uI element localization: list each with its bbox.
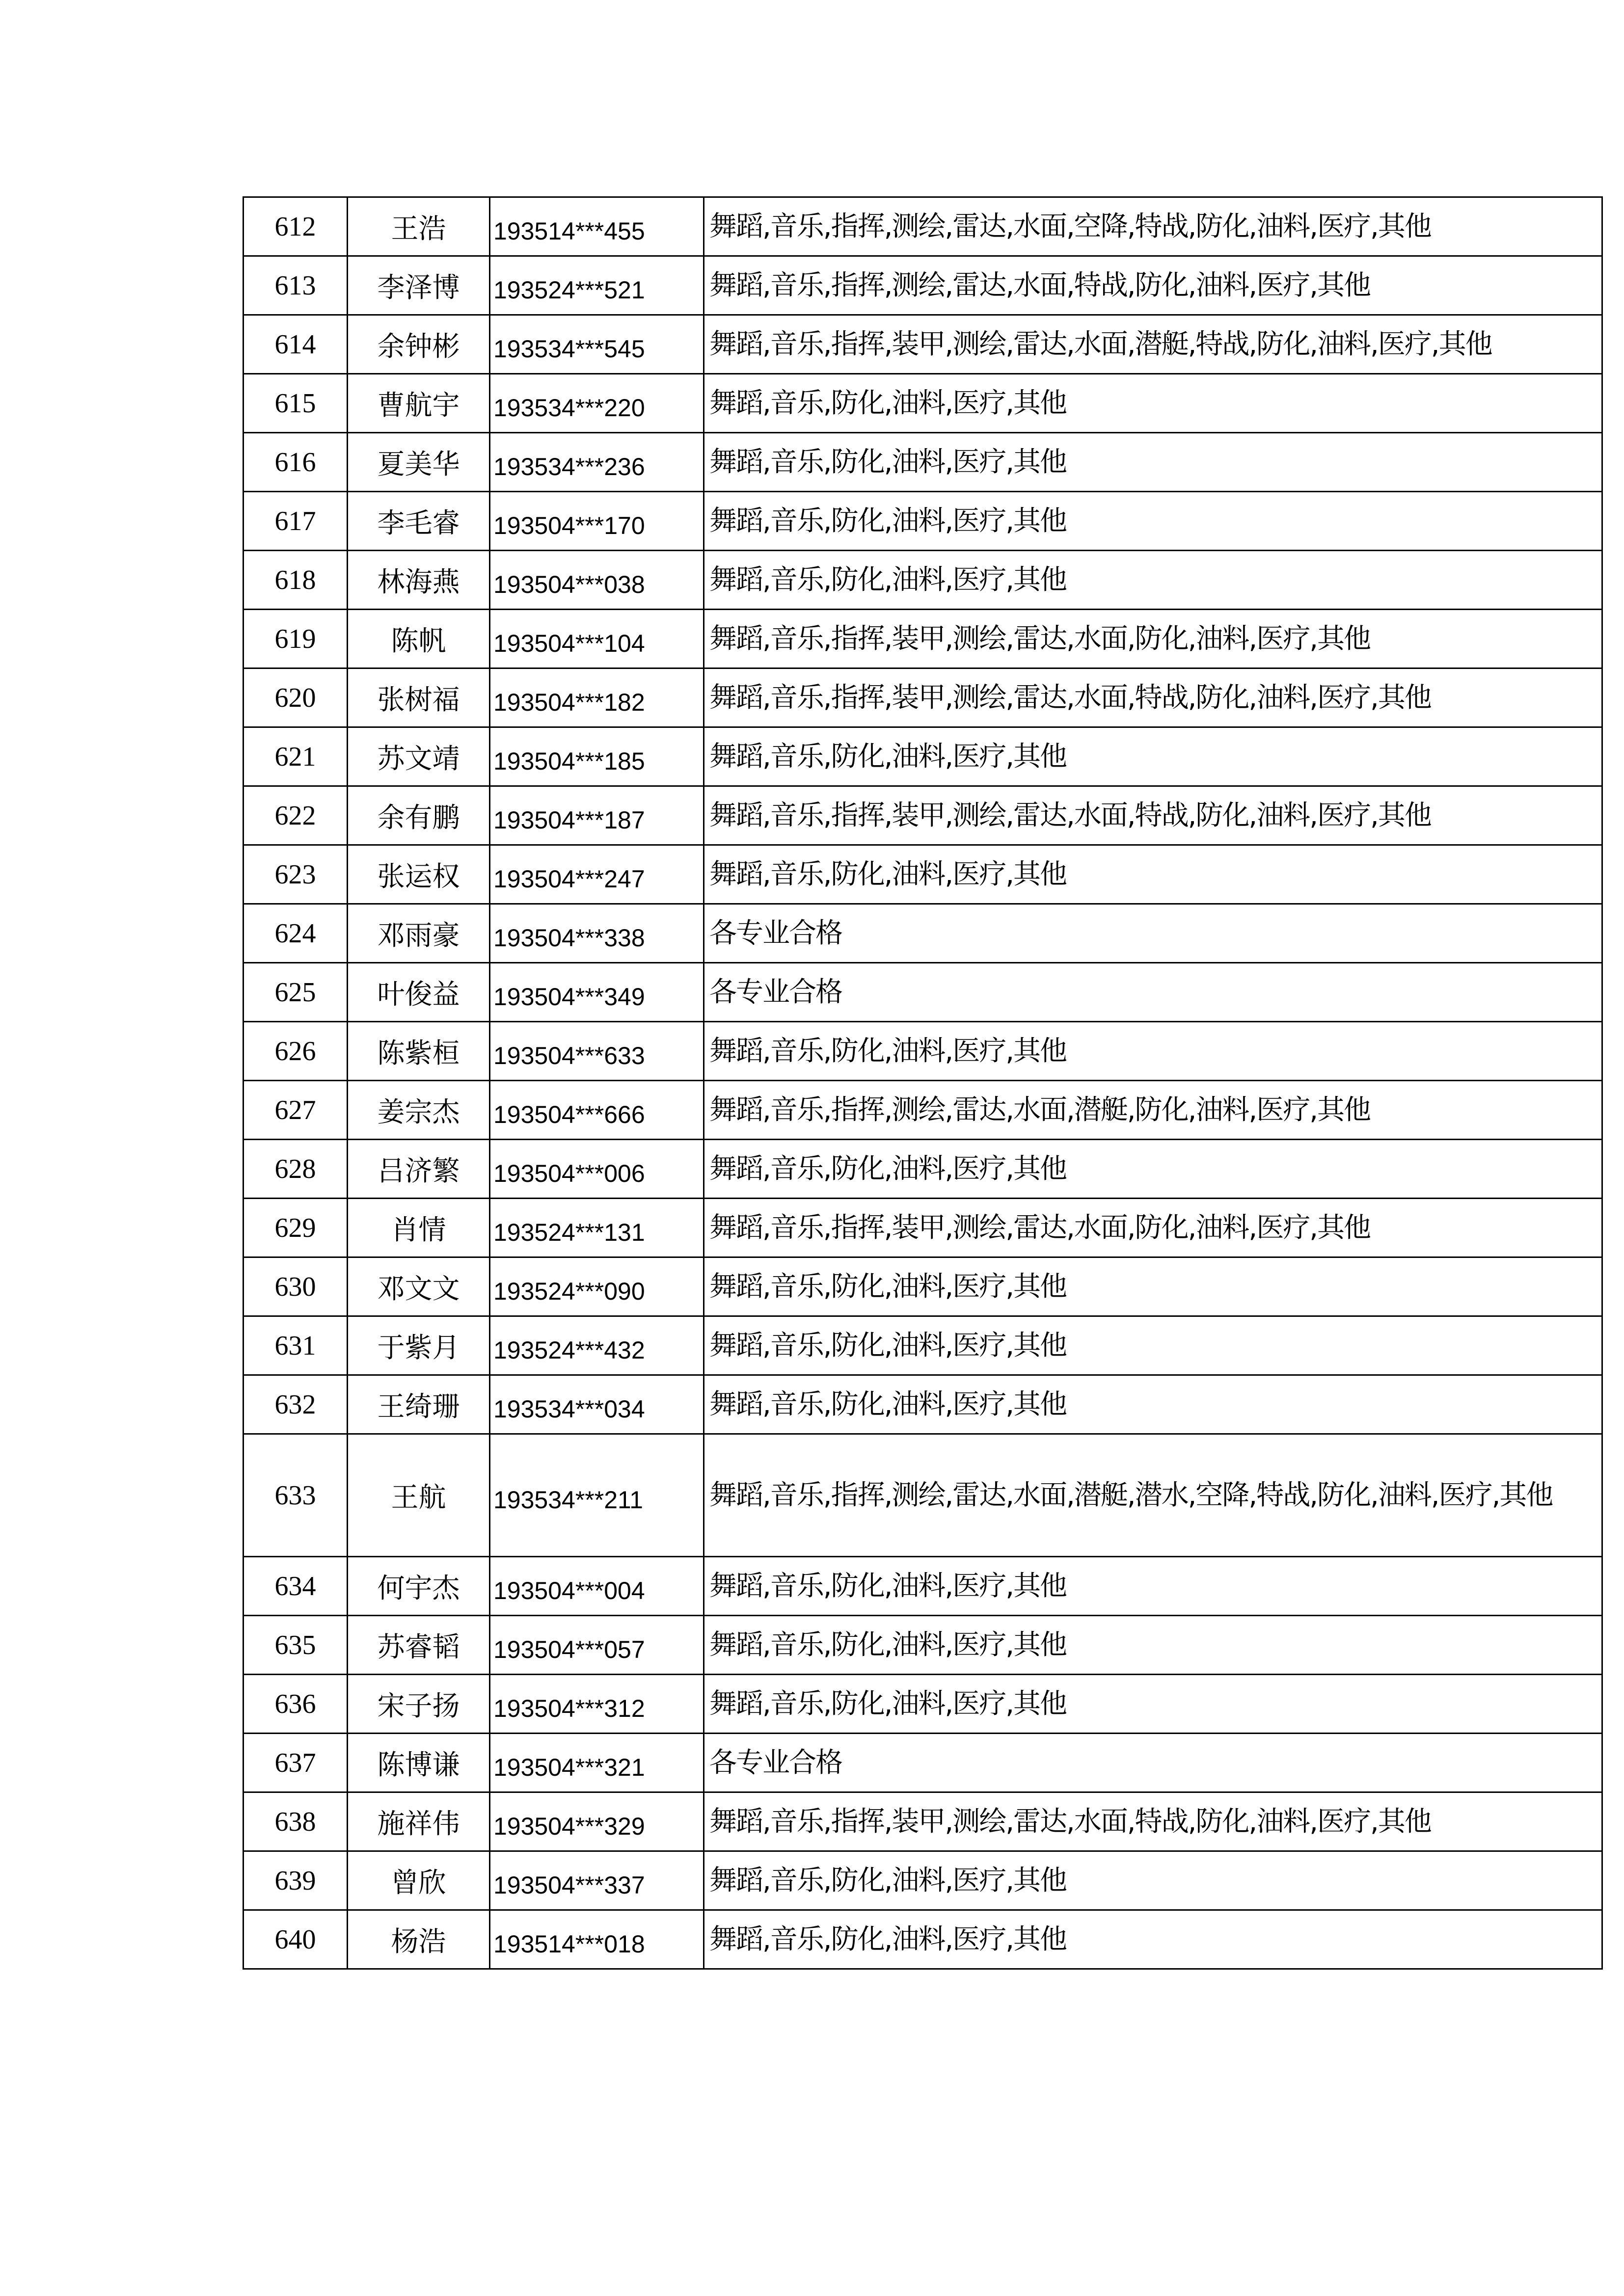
- row-number-cell: 618: [244, 551, 348, 610]
- qualified-types-cell: 舞蹈,音乐,指挥,装甲,测绘,雷达,水面,特战,防化,油料,医疗,其他: [704, 668, 1602, 727]
- qualified-types-cell: 舞蹈,音乐,指挥,装甲,测绘,雷达,水面,特战,防化,油料,医疗,其他: [704, 1792, 1602, 1851]
- row-number-cell: 623: [244, 845, 348, 904]
- name-cell: 苏睿韬: [348, 1616, 490, 1675]
- row-number-cell: 638: [244, 1792, 348, 1851]
- name-cell: 余钟彬: [348, 315, 490, 374]
- name-cell: 陈紫桓: [348, 1022, 490, 1081]
- qualified-types-cell: 舞蹈,音乐,防化,油料,医疗,其他: [704, 1851, 1602, 1910]
- table-row: [244, 1734, 1602, 1792]
- name-cell: 曾欣: [348, 1851, 490, 1910]
- row-number-cell: 628: [244, 1140, 348, 1199]
- row-number-cell: 626: [244, 1022, 348, 1081]
- id-number-cell: 193504***247: [490, 845, 704, 904]
- row-number-cell: 635: [244, 1616, 348, 1675]
- table-row: [244, 315, 1602, 374]
- row-number-cell: 612: [244, 197, 348, 256]
- id-number-cell: 193504***187: [490, 786, 704, 845]
- table-row: [244, 1375, 1602, 1434]
- row-number-cell: 616: [244, 433, 348, 492]
- name-cell: 吕济繁: [348, 1140, 490, 1199]
- row-number-cell: 619: [244, 610, 348, 668]
- qualified-types-cell: 舞蹈,音乐,防化,油料,医疗,其他: [704, 1022, 1602, 1081]
- name-cell: 李毛睿: [348, 492, 490, 551]
- qualified-types-cell: 各专业合格: [704, 1734, 1602, 1792]
- id-number-cell: 193504***104: [490, 610, 704, 668]
- row-number-cell: 629: [244, 1199, 348, 1257]
- id-number-cell: 193514***455: [490, 197, 704, 256]
- row-number-cell: 632: [244, 1375, 348, 1434]
- id-number-cell: 193504***185: [490, 727, 704, 786]
- qualified-types-cell: 舞蹈,音乐,防化,油料,医疗,其他: [704, 1140, 1602, 1199]
- qualified-types-cell: 舞蹈,音乐,指挥,测绘,雷达,水面,潜艇,潜水,空降,特战,防化,油料,医疗,其他: [704, 1434, 1602, 1557]
- row-number-cell: 617: [244, 492, 348, 551]
- row-number-cell: 639: [244, 1851, 348, 1910]
- id-number-cell: 193534***236: [490, 433, 704, 492]
- id-number-cell: 193534***220: [490, 374, 704, 433]
- qualified-types-cell: 舞蹈,音乐,指挥,测绘,雷达,水面,空降,特战,防化,油料,医疗,其他: [704, 197, 1602, 256]
- qualified-types-cell: 舞蹈,音乐,指挥,装甲,测绘,雷达,水面,特战,防化,油料,医疗,其他: [704, 786, 1602, 845]
- qualification-table: [243, 196, 1603, 1970]
- table-row: [244, 904, 1602, 963]
- name-cell: 陈博谦: [348, 1734, 490, 1792]
- table-row: [244, 727, 1602, 786]
- table-row: [244, 1910, 1602, 1969]
- id-number-cell: 193504***312: [490, 1675, 704, 1734]
- id-number-cell: 193504***006: [490, 1140, 704, 1199]
- qualified-types-cell: 舞蹈,音乐,防化,油料,医疗,其他: [704, 1910, 1602, 1969]
- qualified-types-cell: 舞蹈,音乐,指挥,测绘,雷达,水面,特战,防化,油料,医疗,其他: [704, 256, 1602, 315]
- id-number-cell: 193504***338: [490, 904, 704, 963]
- id-number-cell: 193524***521: [490, 256, 704, 315]
- row-number-cell: 624: [244, 904, 348, 963]
- name-cell: 苏文靖: [348, 727, 490, 786]
- qualified-types-cell: 舞蹈,音乐,防化,油料,医疗,其他: [704, 1616, 1602, 1675]
- row-number-cell: 630: [244, 1257, 348, 1316]
- name-cell: 邓雨豪: [348, 904, 490, 963]
- qualified-types-cell: 舞蹈,音乐,防化,油料,医疗,其他: [704, 433, 1602, 492]
- qualified-types-cell: 舞蹈,音乐,防化,油料,医疗,其他: [704, 1316, 1602, 1375]
- table-row: [244, 433, 1602, 492]
- name-cell: 叶俊益: [348, 963, 490, 1022]
- name-cell: 宋子扬: [348, 1675, 490, 1734]
- qualified-types-cell: 舞蹈,音乐,防化,油料,医疗,其他: [704, 492, 1602, 551]
- row-number-cell: 636: [244, 1675, 348, 1734]
- table-row: [244, 845, 1602, 904]
- id-number-cell: 193534***545: [490, 315, 704, 374]
- table-row: [244, 1557, 1602, 1616]
- table-row: [244, 1316, 1602, 1375]
- table-body: [244, 197, 1602, 1969]
- id-number-cell: 193524***432: [490, 1316, 704, 1375]
- table-row: [244, 1140, 1602, 1199]
- name-cell: 张运权: [348, 845, 490, 904]
- name-cell: 夏美华: [348, 433, 490, 492]
- name-cell: 林海燕: [348, 551, 490, 610]
- row-number-cell: 615: [244, 374, 348, 433]
- id-number-cell: 193514***018: [490, 1910, 704, 1969]
- id-number-cell: 193504***004: [490, 1557, 704, 1616]
- table-row: [244, 256, 1602, 315]
- row-number-cell: 631: [244, 1316, 348, 1375]
- id-number-cell: 193534***211: [490, 1434, 704, 1557]
- table-row: [244, 1616, 1602, 1675]
- row-number-cell: 634: [244, 1557, 348, 1616]
- qualified-types-cell: 舞蹈,音乐,防化,油料,医疗,其他: [704, 374, 1602, 433]
- table-row: [244, 1022, 1602, 1081]
- table-row: [244, 551, 1602, 610]
- id-number-cell: 193534***034: [490, 1375, 704, 1434]
- qualified-types-cell: 各专业合格: [704, 963, 1602, 1022]
- row-number-cell: 620: [244, 668, 348, 727]
- id-number-cell: 193524***131: [490, 1199, 704, 1257]
- id-number-cell: 193504***349: [490, 963, 704, 1022]
- id-number-cell: 193504***057: [490, 1616, 704, 1675]
- qualified-types-cell: 各专业合格: [704, 904, 1602, 963]
- name-cell: 李泽博: [348, 256, 490, 315]
- qualified-types-cell: 舞蹈,音乐,指挥,测绘,雷达,水面,潜艇,防化,油料,医疗,其他: [704, 1081, 1602, 1140]
- qualified-types-cell: 舞蹈,音乐,防化,油料,医疗,其他: [704, 1257, 1602, 1316]
- table-row: [244, 1081, 1602, 1140]
- name-cell: 邓文文: [348, 1257, 490, 1316]
- row-number-cell: 613: [244, 256, 348, 315]
- table-row: [244, 1792, 1602, 1851]
- table-row: [244, 1675, 1602, 1734]
- id-number-cell: 193504***633: [490, 1022, 704, 1081]
- qualified-types-cell: 舞蹈,音乐,防化,油料,医疗,其他: [704, 1557, 1602, 1616]
- name-cell: 王绮珊: [348, 1375, 490, 1434]
- table-row: [244, 197, 1602, 256]
- table-row: [244, 374, 1602, 433]
- row-number-cell: 637: [244, 1734, 348, 1792]
- id-number-cell: 193504***321: [490, 1734, 704, 1792]
- id-number-cell: 193504***329: [490, 1792, 704, 1851]
- qualified-types-cell: 舞蹈,音乐,防化,油料,医疗,其他: [704, 845, 1602, 904]
- table-row: [244, 1257, 1602, 1316]
- name-cell: 王航: [348, 1434, 490, 1557]
- row-number-cell: 622: [244, 786, 348, 845]
- table-row: [244, 963, 1602, 1022]
- row-number-cell: 633: [244, 1434, 348, 1557]
- id-number-cell: 193504***038: [490, 551, 704, 610]
- id-number-cell: 193504***666: [490, 1081, 704, 1140]
- row-number-cell: 627: [244, 1081, 348, 1140]
- id-number-cell: 193504***170: [490, 492, 704, 551]
- id-number-cell: 193524***090: [490, 1257, 704, 1316]
- name-cell: 姜宗杰: [348, 1081, 490, 1140]
- name-cell: 余有鹏: [348, 786, 490, 845]
- table-row: [244, 610, 1602, 668]
- name-cell: 杨浩: [348, 1910, 490, 1969]
- row-number-cell: 621: [244, 727, 348, 786]
- id-number-cell: 193504***182: [490, 668, 704, 727]
- table-row: [244, 492, 1602, 551]
- qualified-types-cell: 舞蹈,音乐,指挥,装甲,测绘,雷达,水面,防化,油料,医疗,其他: [704, 610, 1602, 668]
- qualified-types-cell: 舞蹈,音乐,防化,油料,医疗,其他: [704, 1375, 1602, 1434]
- name-cell: 何宇杰: [348, 1557, 490, 1616]
- name-cell: 曹航宇: [348, 374, 490, 433]
- name-cell: 张树福: [348, 668, 490, 727]
- name-cell: 于紫月: [348, 1316, 490, 1375]
- qualified-types-cell: 舞蹈,音乐,指挥,装甲,测绘,雷达,水面,潜艇,特战,防化,油料,医疗,其他: [704, 315, 1602, 374]
- row-number-cell: 640: [244, 1910, 348, 1969]
- name-cell: 肖情: [348, 1199, 490, 1257]
- qualified-types-cell: 舞蹈,音乐,防化,油料,医疗,其他: [704, 1675, 1602, 1734]
- table-row: [244, 786, 1602, 845]
- name-cell: 王浩: [348, 197, 490, 256]
- row-number-cell: 625: [244, 963, 348, 1022]
- qualified-types-cell: 舞蹈,音乐,指挥,装甲,测绘,雷达,水面,防化,油料,医疗,其他: [704, 1199, 1602, 1257]
- qualified-types-cell: 舞蹈,音乐,防化,油料,医疗,其他: [704, 727, 1602, 786]
- row-number-cell: 614: [244, 315, 348, 374]
- table-row: [244, 668, 1602, 727]
- table-row: [244, 1434, 1602, 1557]
- qualified-types-cell: 舞蹈,音乐,防化,油料,医疗,其他: [704, 551, 1602, 610]
- id-number-cell: 193504***337: [490, 1851, 704, 1910]
- table-row: [244, 1199, 1602, 1257]
- name-cell: 施祥伟: [348, 1792, 490, 1851]
- name-cell: 陈帆: [348, 610, 490, 668]
- table-row: [244, 1851, 1602, 1910]
